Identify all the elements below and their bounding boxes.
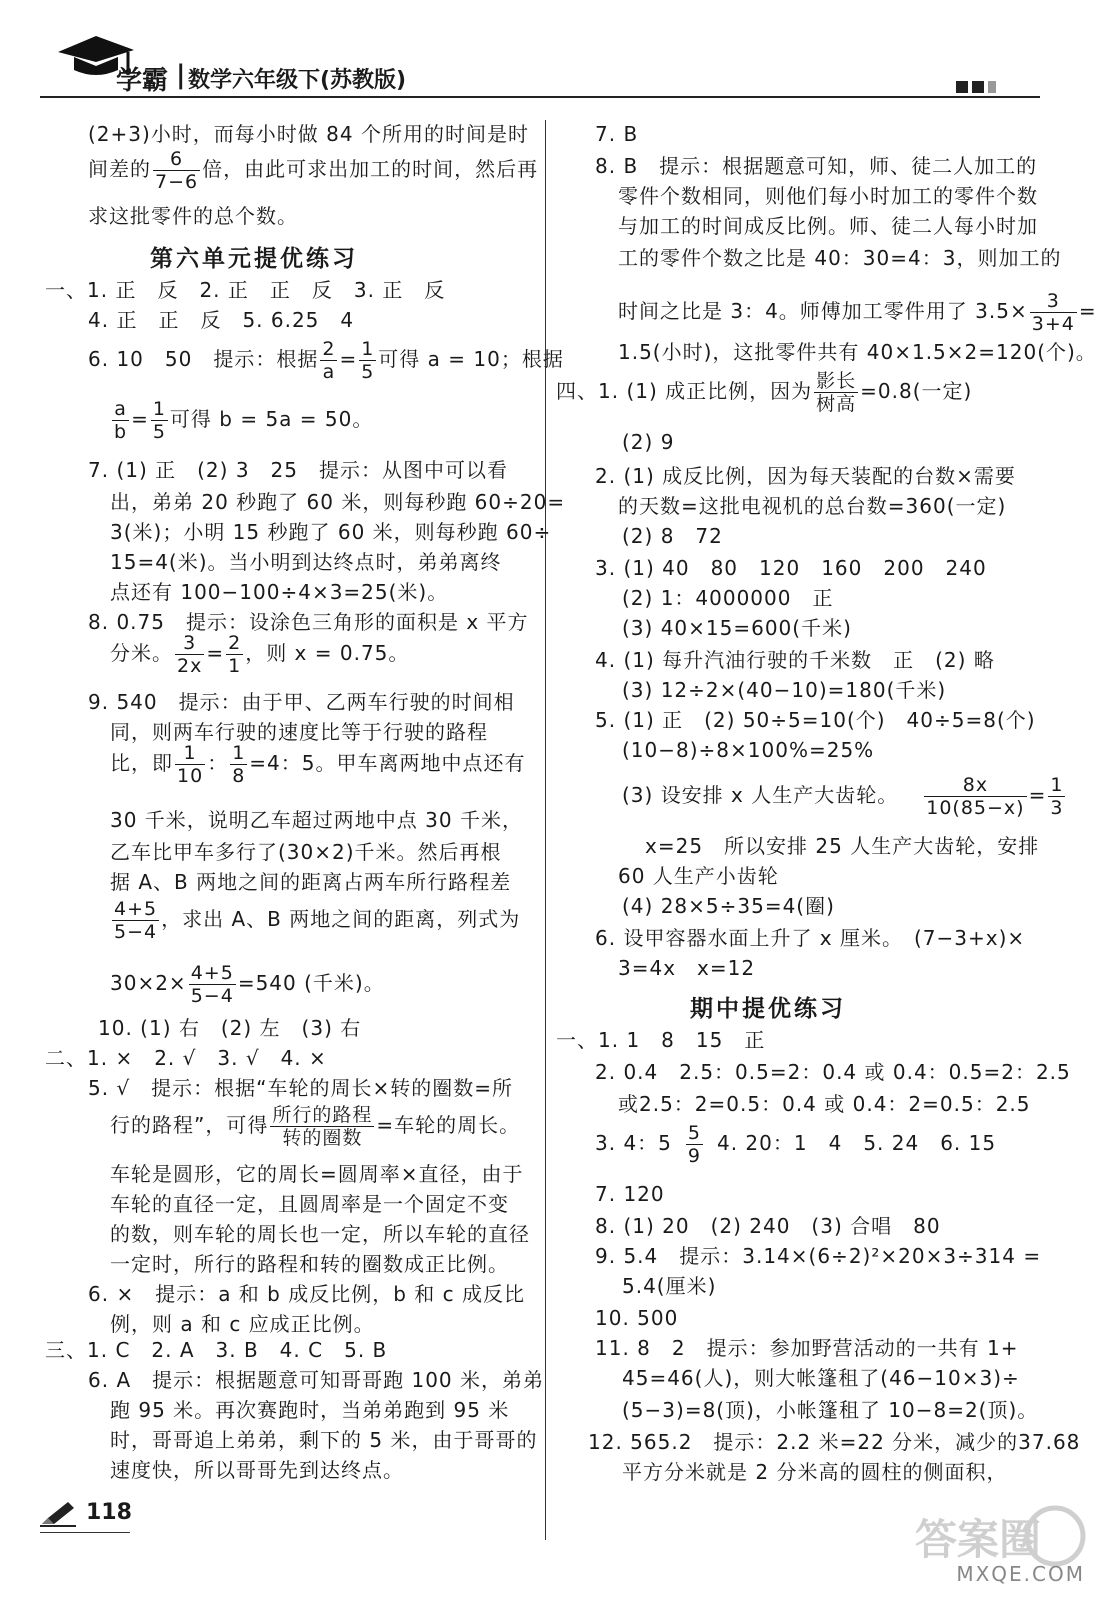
answer-line: 11. 8 2 提示：参加野营活动的一共有 1+ <box>595 1336 1019 1360</box>
answer-line: 跑 95 米。再次赛跑时，当弟弟跑到 95 米 <box>110 1398 510 1422</box>
fraction: $\frac{4+5}{5-4}$ <box>190 962 234 1007</box>
answer-line: (3) 40×15=600(千米) <box>622 616 852 640</box>
svg-text:答案圈: 答案圈 <box>915 1515 1042 1564</box>
answer-line: 5. (1) 正 (2) 50÷5=10(个) 40÷5=8(个) <box>595 708 1036 732</box>
answer-line: 与加工的时间成反比例。师、徒二人每小时加 <box>618 214 1038 238</box>
answer-line: 5. √ 提示：根据“车轮的周长×转的圈数=所 <box>88 1076 514 1100</box>
answer-line: 8. B 提示：根据题意可知，师、徒二人加工的 <box>595 154 1038 178</box>
answer-line: 一、1. 1 8 15 正 <box>556 1028 766 1052</box>
page-number: 118 <box>86 1500 132 1525</box>
answer-line: 30×2× $\frac{4+5}{5-4}$ =540 (千米)。 <box>110 962 385 1007</box>
watermark-text: MXQE.COM <box>956 1562 1085 1586</box>
section-heading: 期中提优练习 <box>690 996 846 1022</box>
answer-line: 比，即 $\frac{1}{10}$ ： $\frac{1}{8}$ =4：5。甲车离两地中点还有 <box>110 742 526 787</box>
answer-line: 时，哥哥追上弟弟，剩下的 5 米，由于哥哥的 <box>110 1428 538 1452</box>
brand-separator: | <box>176 60 186 90</box>
answer-line: (10−8)÷8×100%=25% <box>622 738 875 762</box>
brand-name: 学霸 <box>116 66 169 96</box>
answer-line: 的数，则车轮的周长也一定，所以车轮的直径 <box>110 1222 530 1246</box>
fraction: $\frac{3}{2x}$ <box>177 632 203 677</box>
answer-line: 7. 120 <box>595 1182 665 1206</box>
answer-line: 2. (1) 成反比例，因为每天装配的台数×需要 <box>595 464 1016 488</box>
answer-line: 30 千米，说明乙车超过两地中点 30 千米， <box>110 808 523 832</box>
answer-line: 60 人生产小齿轮 <box>618 864 779 888</box>
pencil-icon <box>38 1500 78 1528</box>
answer-line: 1.5(小时)，这批零件共有 40×1.5×2=120(个)。 <box>618 340 1097 364</box>
book-title: 数学六年级下(苏教版) <box>188 68 407 93</box>
fraction: $\frac{a}{b}$ <box>114 398 128 443</box>
answer-line: 零件个数相同，则他们每小时加工的零件个数 <box>618 184 1038 208</box>
answer-line: (3) 12÷2×(40−10)=180(千米) <box>622 678 947 702</box>
column-divider <box>545 120 546 1540</box>
fraction: $\frac{\text{所行的路程}}{\text{转的圈数}}$ <box>272 1104 373 1149</box>
answer-line: 8. (1) 20 (2) 240 (3) 合唱 80 <box>595 1214 941 1238</box>
answer-line: 12. 565.2 提示：2.2 米=22 分米，减少的37.68 <box>588 1430 1081 1454</box>
answer-line: 或2.5：2=0.5：0.4 或 0.4：2=0.5：2.5 <box>618 1092 1031 1116</box>
fraction: $\frac{1}{5}$ <box>152 398 166 443</box>
fraction: $\frac{2}{a}$ <box>322 338 336 383</box>
answer-line: 3. 4：5 $\frac{5}{9}$ 4. 20：1 4 5. 24 6. 15 <box>595 1122 997 1167</box>
answer-line: 工的零件个数之比是 40：30=4：3，则加工的 <box>618 246 1062 270</box>
text-line: 间差的 $\frac{6}{7-6}$ 倍，由此可求出加工的时间，然后再 <box>88 148 539 193</box>
answer-line: 45=46(人)，则大帐篷租了(46−10×3)÷ <box>622 1366 1020 1390</box>
answer-line: (5−3)=8(顶)，小帐篷租了 10−8=2(顶)。 <box>622 1398 1039 1422</box>
fraction: $\frac{1}{5}$ <box>361 338 375 383</box>
answer-line: 四、1. (1) 成正比例，因为 $\frac{\text{影长}}{\text{树高}}$ =0.8(一定) <box>556 370 973 415</box>
fraction: $\frac{\text{影长}}{\text{树高}}$ <box>816 370 857 415</box>
answer-line: 一、1. 正 反 2. 正 正 反 3. 正 反 <box>45 278 446 302</box>
header-rule <box>40 96 1040 98</box>
answer-line: 乙车比甲车多行了(30×2)千米。然后再根 <box>110 840 502 864</box>
fraction: $\frac{1}{10}$ <box>177 742 204 787</box>
fraction: $\frac{8x}{10(85-x)}$ <box>926 774 1025 819</box>
answer-line: 7. B <box>595 122 639 146</box>
answer-line: 4. 正 正 反 5. 6.25 4 <box>88 308 355 332</box>
answer-line: (3) 设安排 x 人生产大齿轮。 $\frac{8x}{10(85-x)}$ = $\frac{1}{3}$ <box>622 774 1064 819</box>
answer-line: x=25 所以安排 25 人生产大齿轮，安排 <box>645 834 1040 858</box>
answer-line: 出，弟弟 20 秒跑了 60 米，则每秒跑 60÷20= <box>110 490 566 514</box>
answer-line: 同，则两车行驶的速度比等于行驶的路程 <box>110 720 488 744</box>
answer-line: 3=4x x=12 <box>618 956 756 980</box>
answer-line: 的天数=这批电视机的总台数=360(一定) <box>618 494 1007 518</box>
fraction: $\frac{1}{8}$ <box>232 742 246 787</box>
answer-line: 分米。 $\frac{3}{2x}$ = $\frac{2}{1}$ ，则 x = 0.75。 <box>110 632 410 677</box>
section-heading: 第六单元提优练习 <box>150 246 358 272</box>
answer-line: 8. 0.75 提示：设涂色三角形的面积是 x 平方 <box>88 610 529 634</box>
answer-line: 平方分米就是 2 分米高的圆柱的侧面积， <box>622 1460 1008 1484</box>
answer-line: $\frac{4+5}{5-4}$ ，求出 A、B 两地之间的距离，列式为 <box>114 898 521 943</box>
answer-line: (2) 8 72 <box>622 524 723 548</box>
fraction: $\frac{1}{3}$ <box>1050 774 1064 819</box>
answer-line: 时间之比是 3：4。师傅加工零件用了 3.5× $\frac{3}{3+4}$ = <box>618 290 1097 335</box>
answer-line: 2. 0.4 2.5：0.5=2：0.4 或 0.4：0.5=2：2.5 <box>595 1060 1071 1084</box>
answer-line: $\frac{a}{b}$ = $\frac{1}{5}$ 可得 b = 5a = 50。 <box>114 398 374 443</box>
answer-line: 6. × 提示：a 和 b 成反比例，b 和 c 成反比 <box>88 1282 525 1306</box>
answer-line: 三、1. C 2. A 3. B 4. C 5. B <box>45 1338 388 1362</box>
answer-line: 据 A、B 两地之间的距离占两车所行路程差 <box>110 870 512 894</box>
answer-line: 例，则 a 和 c 应成正比例。 <box>110 1312 375 1336</box>
fraction: $\frac{6}{7-6}$ <box>155 148 199 193</box>
answer-line: 3. (1) 40 80 120 160 200 240 <box>595 556 987 580</box>
answer-line: 10. 500 <box>595 1306 679 1330</box>
answer-line: 4. (1) 每升汽油行驶的千米数 正 (2) 略 <box>595 648 995 672</box>
answer-line: 二、1. × 2. √ 3. √ 4. × <box>45 1046 327 1070</box>
answer-line: 9. 5.4 提示：3.14×(6÷2)²×20×3÷314 = <box>595 1244 1042 1268</box>
fraction: $\frac{4+5}{5-4}$ <box>114 898 158 943</box>
footer-rule <box>40 1532 130 1533</box>
answer-line: 6. 10 50 提示：根据 $\frac{2}{a}$ = $\frac{1}{5}$ 可得 a = 10；根据 <box>88 338 564 383</box>
text-line: (2+3)小时，而每小时做 84 个所用的时间是时 <box>88 122 529 146</box>
answer-line: 车轮是圆形，它的周长=圆周率×直径，由于 <box>110 1162 524 1186</box>
page-header <box>40 30 1040 100</box>
answer-line: 6. 设甲容器水面上升了 x 厘米。 (7−3+x)× <box>595 926 1026 950</box>
text-line: 求这批零件的总个数。 <box>88 204 298 228</box>
answer-line: 5.4(厘米) <box>622 1274 717 1298</box>
answer-line: 一定时，所行的路程和转的圈数成正比例。 <box>110 1252 509 1276</box>
fraction: $\frac{5}{9}$ <box>687 1122 701 1167</box>
answer-line: 7. (1) 正 (2) 3 25 提示：从图中可以看 <box>88 458 508 482</box>
answer-line: 速度快，所以哥哥先到达终点。 <box>110 1458 404 1482</box>
answer-line: (2) 1：4000000 正 <box>622 586 834 610</box>
answer-line: (2) 9 <box>622 430 675 454</box>
fraction: $\frac{3}{3+4}$ <box>1031 290 1075 335</box>
answer-line: 点还有 100−100÷4×3=25(米)。 <box>110 580 449 604</box>
answer-line: 9. 540 提示：由于甲、乙两车行驶的时间相 <box>88 690 515 714</box>
answer-line: 行的路程”，可得 $\frac{\text{所行的路程}}{\text{转的圈数}}$ =车轮的周长。 <box>110 1104 521 1149</box>
answer-line: 车轮的直径一定，且圆周率是一个固定不变 <box>110 1192 509 1216</box>
answer-line: 10. (1) 右 (2) 左 (3) 右 <box>98 1016 362 1040</box>
answer-line: 3(米)；小明 15 秒跑了 60 米，则每秒跑 60÷ <box>110 520 552 544</box>
fraction: $\frac{2}{1}$ <box>228 632 242 677</box>
answer-line: 6. A 提示：根据题意可知哥哥跑 100 米，弟弟 <box>88 1368 545 1392</box>
decorative-squares <box>956 78 1000 97</box>
answer-line: 15=4(米)。当小明到达终点时，弟弟离终 <box>110 550 502 574</box>
answer-line: (4) 28×5÷35=4(圈) <box>622 894 835 918</box>
